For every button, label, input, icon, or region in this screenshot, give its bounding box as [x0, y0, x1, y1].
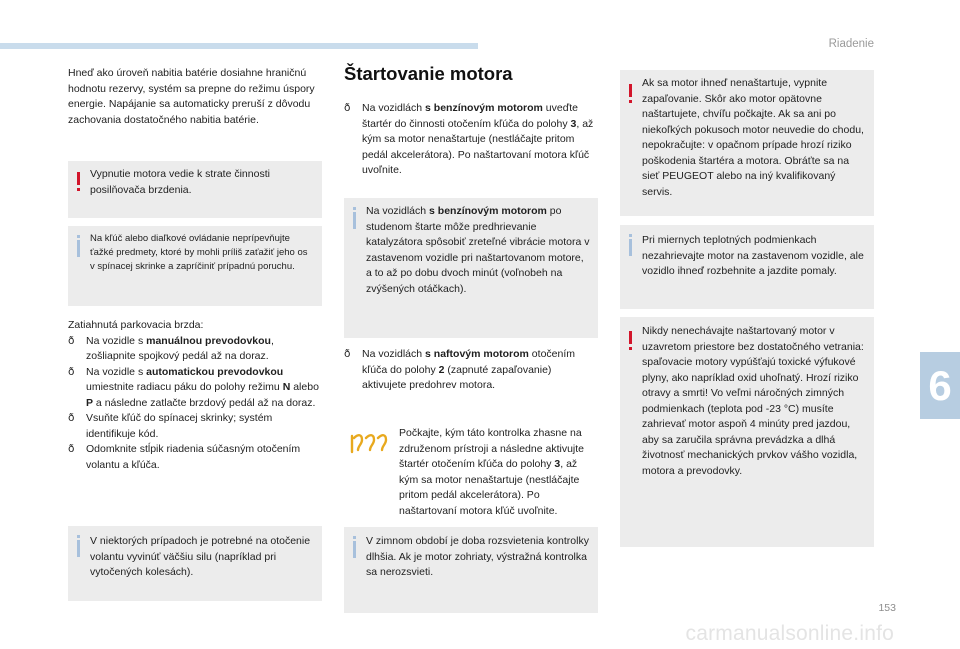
intro-paragraph: Hneď ako úroveň nabitia batérie dosiahne hraničnú hodnotu rezervy, systém sa prepne do režimu úspory energie. Napájanie sa automaticky preruší z dôvodu zachovania dostatočného nabitia batérie. — [68, 67, 315, 126]
warning-box-ventilation — [620, 317, 874, 547]
section-heading: Štartovanie motora — [344, 63, 513, 84]
info-box-winter — [344, 527, 598, 613]
info-text: Na kľúč alebo diaľkové ovládanie neprípevňujte ťažké predmety, ktoré by mohli príliš zaťažiť jeho os v spínacej skrinke a zapríčiniť prípadnú poruchu. — [90, 233, 308, 272]
info-box-steering — [68, 526, 322, 601]
warning-icon — [629, 84, 632, 97]
page-number: 153 — [878, 602, 896, 614]
info-icon — [629, 239, 632, 256]
warning-box-brake — [68, 161, 322, 218]
chapter-tab — [920, 352, 960, 419]
warning-text: Vypnutie motora vedie k strate činnosti posilňovača brzdenia. — [90, 168, 270, 196]
list-item: ð Odomknite stĺpik riadenia súčasným otočením volantu a kľúča. — [68, 442, 322, 473]
parking-section — [68, 318, 322, 473]
warning-icon — [629, 331, 632, 344]
list-item: ð Na vozidlách s benzínovým motorom uveďte štartér do činnosti otočením kľúča do polohy 3, až kým sa motor nenaštartuje (nestláčajte pritom pedál akcelerátora). Po naštartovaní motora kľúč uvoľnite. — [344, 101, 598, 179]
info-box-catalyst — [344, 198, 598, 338]
info-icon — [353, 541, 356, 558]
list-item: ð Vsuňte kľúč do spínacej skrinky; systém identifikuje kód. — [68, 411, 322, 442]
chapter-number: 6 — [928, 362, 952, 409]
info-text: V zimnom období je doba rozsvietenia kontrolky dlhšia. Ak je motor zohriaty, výstražná kontrolka sa nerozsvieti. — [366, 535, 589, 578]
list-item: ð Na vozidle s automatickou prevodovkou umiestnite radiacu páku do polohy režimu N alebo P a následne zatlačte brzdový pedál až na doraz. — [68, 365, 322, 412]
info-text: V niektorých prípadoch je potrebné na otočenie volantu vyvinúť väčšiu silu (napríklad pri vytočených kolesách). — [90, 535, 311, 578]
info-text: Na vozidlách s benzínovým motorom po studenom štarte môže predhrievanie katalyzátora spôsobiť zreteľné vibrácie motora v zastavenom vozidle pri naštartovanom motore, a to až po dobu dvoch minút (voľnobeh na zvýšených otáčkach). — [366, 205, 590, 295]
list-item: ð Na vozidle s manuálnou prevodovkou, zošliapnite spojkový pedál až na doraz. — [68, 334, 322, 365]
chapter-title: Riadenie — [828, 38, 874, 50]
list-item: ð Na vozidlách s naftovým motorom otočením kľúča do polohy 2 (zapnuté zapaľovanie) aktivujete predohrev motora. — [344, 347, 598, 394]
warning-icon — [77, 172, 80, 185]
info-icon — [77, 240, 80, 257]
glow-plug-text: Počkajte, kým táto kontrolka zhasne na združenom prístroji a následne aktivujte štartér otočením kľúča do polohy 3, až kým sa motor nenaštartuje (nestláčajte pritom pedál akcelerátora). Po naštartovaní motora kľúč uvoľnite. — [399, 427, 585, 517]
glow-plug-block — [344, 426, 598, 522]
glow-plug-icon — [348, 432, 388, 456]
watermark: carmanualsonline.info — [685, 622, 894, 645]
header-accent-bar — [0, 43, 478, 49]
warning-text: Ak sa motor ihneď nenaštartuje, vypnite zapaľovanie. Skôr ako motor opätovne naštartujete, chvíľu počkajte. Ak sa ani po niekoľkých pokusoch motor neuvedie do chodu, nepokračujte: v opačnom prípade hrozí riziko poškodenia štartéra a motora. Obráťte sa na sieť PEUGEOT alebo na iný kvalifikovaný servis. — [642, 77, 864, 198]
info-box-key — [68, 226, 322, 306]
diesel-step — [344, 347, 598, 394]
info-text: Pri miernych teplotných podmienkach nezahrievajte motor na zastavenom vozidle, ale vozidlo ihneď rozbehnite a jazdite pomaly. — [642, 234, 864, 277]
parking-title: Zatiahnutá parkovacia brzda: — [68, 319, 204, 331]
petrol-step — [344, 101, 598, 179]
info-icon — [353, 212, 356, 229]
warning-text: Nikdy nenechávajte naštartovaný motor v uzavretom priestore bez dostatočného vetrania: spaľovacie motory vypúšťajú toxické výfukové plyny, ako napríklad oxid uhoľnatý. Hrozí riziko otravy a smrti! Vo veľmi náročných zimných podmienkach (teplota pod -23 °C) musíte zahrievať motor aspoň 4 minúty pred jazdou, aby sa zaručila správna prevádzka a dlhá životnosť mechanických prvkov vášho vozidla, motora a prevodovky. — [642, 325, 864, 477]
info-icon — [77, 540, 80, 557]
warning-box-start-fail — [620, 70, 874, 216]
info-box-mild-temp — [620, 225, 874, 309]
parking-steps — [68, 334, 322, 474]
